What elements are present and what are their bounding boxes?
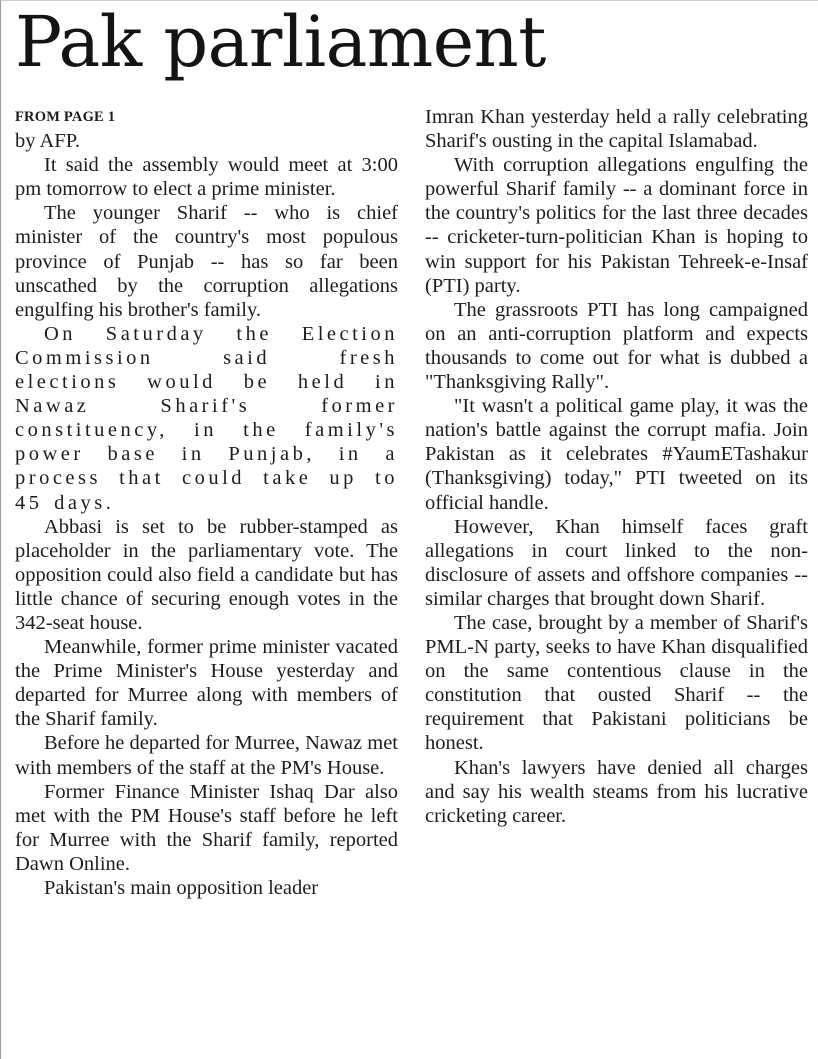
paragraph: Meanwhile, former prime minister vacated the Prime Minister's House yesterday and departed for Murree along with members of the Sharif family.: [15, 636, 398, 731]
paragraph: With corruption allegations engulfing the powerful Sharif family -- a dominant force in the country's politics for the last three decades -- cricketer-turn-politician Khan is hoping to win support for his Pakistan Tehreek-e-Insaf (PTI) party.: [425, 154, 808, 297]
paragraph: On Saturday the Election Commission said fresh elections would be held in Nawaz Sharif's former constituency, in the family's power base in Punjab, in a process that could take up to 45 days.: [15, 322, 398, 514]
paragraph: The grassroots PTI has long campaigned on an anti-corruption platform and expects thousands to come out for what is dubbed a "Thanksgiving Rally".: [425, 298, 808, 394]
right-column: [425, 105, 808, 828]
paragraph: The younger Sharif -- who is chief minister of the country's most populous province of Punjab -- has so far been unscathed by the corruption allegations engulfing his brother's family.: [15, 202, 398, 321]
headline: Pak parliament: [15, 1, 546, 83]
paragraph: Former Finance Minister Ishaq Dar also met with the PM House's staff before he left for Murree with the Sharif family, reported Dawn Online.: [15, 780, 398, 875]
paragraph: It said the assembly would meet at 3:00 pm tomorrow to elect a prime minister.: [15, 154, 398, 201]
paragraph: Pakistan's main opposition leader: [44, 877, 319, 899]
paragraph: However, Khan himself faces graft allegations in court linked to the non-disclosure of assets and offshore companies -- similar charges that brought down Sharif.: [425, 515, 808, 610]
left-column: [15, 105, 398, 900]
paragraph-continued: Imran Khan yesterday held a rally celebrating Sharif's ousting in the capital Islamabad.: [425, 106, 808, 153]
byline-paragraph: by AFP.: [15, 130, 80, 153]
paragraph: Before he departed for Murree, Nawaz met with members of the staff at the PM's House.: [15, 732, 398, 779]
paragraph: Abbasi is set to be rubber-stamped as placeholder in the parliamentary vote. The opposition could also field a candidate but has little chance of securing enough votes in the 342-seat house.: [15, 515, 398, 634]
paragraph: The case, brought by a member of Sharif's PML-N party, seeks to have Khan disqualified on the same contentious clause in the constitution that ousted Sharif -- the requirement that Pakistani politicians be honest.: [425, 611, 808, 755]
kicker: FROM PAGE 1: [15, 109, 116, 125]
paragraph: Khan's lawyers have denied all charges and say his wealth steams from his lucrative cricketing career.: [425, 756, 808, 827]
paragraph: "It wasn't a political game play, it was the nation's battle against the corrupt mafia. Join Pakistan as it celebrates #YaumETashakur (Thanksgiving) today," PTI tweeted on its official handle.: [425, 395, 808, 514]
